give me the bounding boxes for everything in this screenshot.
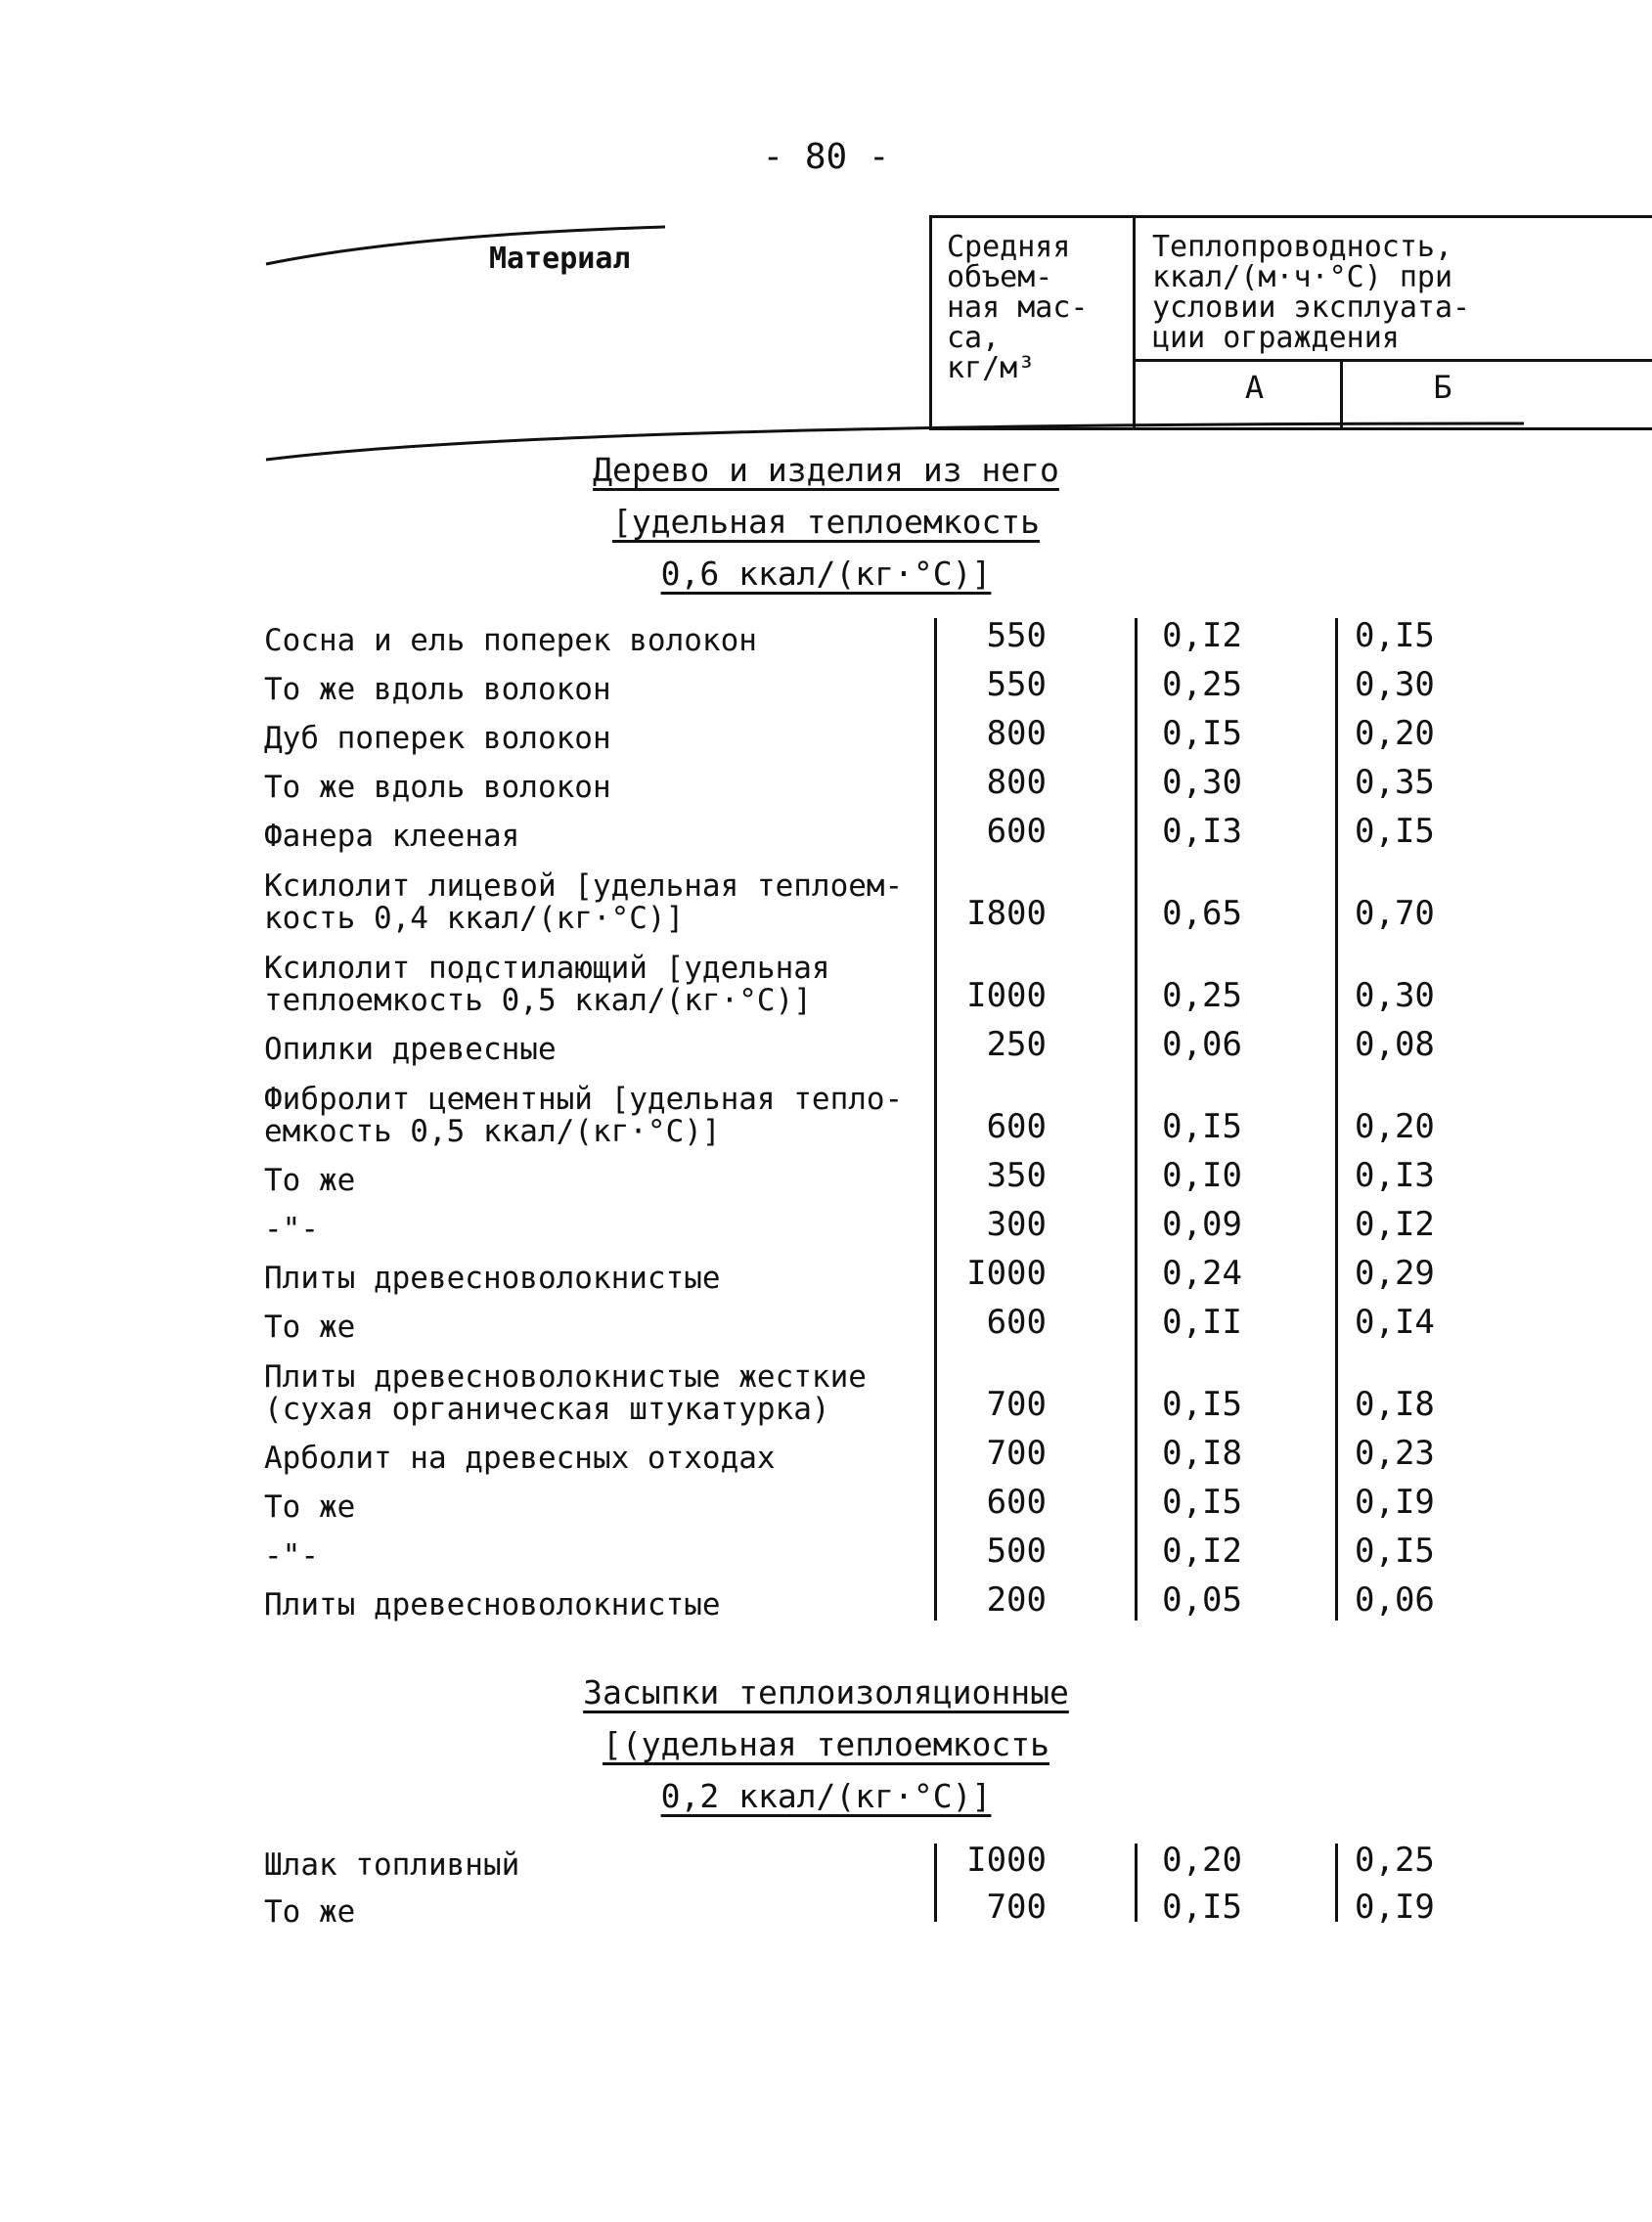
conductivity-b: 0,I5 (1355, 812, 1435, 851)
header-subcol-rule (1133, 359, 1652, 362)
table-row (264, 712, 1496, 756)
section-title-line: Засыпки теплоизоляционные (583, 1673, 1069, 1711)
material-name: Фанера клееная (264, 819, 520, 854)
material-name: Ксилолит лицевой [удельная теплоем- кость 0,4 ккал/(кг·°С)] (264, 868, 904, 936)
material-name: Плиты древесноволокнистые (264, 1261, 721, 1296)
density-value: 700 (986, 1385, 1047, 1424)
section-title-line: [удельная теплоемкость (611, 503, 1041, 541)
table-row (264, 810, 1496, 854)
table-row (264, 1578, 1496, 1622)
conductivity-b: 0,25 (1355, 1841, 1435, 1880)
conductivity-a: 0,09 (1162, 1205, 1242, 1244)
conductivity-a: 0,I5 (1162, 1107, 1242, 1146)
density-value: I000 (966, 1841, 1047, 1880)
material-name: То же (264, 1310, 356, 1345)
density-value: 350 (986, 1156, 1047, 1195)
table-row (264, 761, 1496, 805)
density-value: I000 (966, 976, 1047, 1015)
section-title-line: 0,6 ккал/(кг·°С)] (660, 555, 992, 593)
conductivity-b: 0,I5 (1355, 1532, 1435, 1571)
header-divider-2 (1133, 215, 1136, 430)
material-name: -"- (264, 1212, 319, 1247)
conductivity-b: 0,I5 (1355, 616, 1435, 655)
table-row (264, 951, 1496, 1018)
density-value: 700 (986, 1434, 1047, 1473)
material-name: Дуб поперек волокон (264, 721, 611, 756)
table-row (264, 1481, 1496, 1525)
density-value: I000 (966, 1254, 1047, 1293)
conductivity-a: 0,I0 (1162, 1156, 1242, 1195)
table-row (264, 663, 1496, 707)
conductivity-a: 0,I3 (1162, 812, 1242, 851)
conductivity-b: 0,70 (1355, 894, 1435, 933)
density-value: 300 (986, 1205, 1047, 1244)
conductivity-a: 0,30 (1162, 763, 1242, 802)
header-divider-1 (929, 215, 932, 430)
header-conductivity: Теплопроводность, ккал/(м·ч·°С) при условии эксплуата- ции ограждения (1152, 230, 1471, 355)
table-row (264, 1252, 1496, 1296)
conductivity-b: 0,29 (1355, 1254, 1435, 1293)
material-name: То же вдоль волокон (264, 770, 611, 805)
conductivity-b: 0,I8 (1355, 1385, 1435, 1424)
conductivity-b: 0,I4 (1355, 1303, 1435, 1342)
table-row (264, 1886, 1496, 1930)
conductivity-b: 0,I2 (1355, 1205, 1435, 1244)
table-row (264, 614, 1496, 658)
material-name: То же (264, 1489, 356, 1525)
conductivity-a: 0,I5 (1162, 714, 1242, 753)
density-value: 250 (986, 1025, 1047, 1064)
density-value: 800 (986, 763, 1047, 802)
conductivity-a: 0,I5 (1162, 1888, 1242, 1927)
table-row (264, 1154, 1496, 1198)
conductivity-b: 0,I3 (1355, 1156, 1435, 1195)
conductivity-a: 0,06 (1162, 1025, 1242, 1064)
conductivity-a: 0,25 (1162, 665, 1242, 704)
conductivity-a: 0,05 (1162, 1580, 1242, 1620)
page-number: - 80 - (762, 137, 890, 177)
material-name: То же (264, 1163, 356, 1198)
conductivity-a: 0,I8 (1162, 1434, 1242, 1473)
material-name: -"- (264, 1538, 319, 1574)
conductivity-b: 0,08 (1355, 1025, 1435, 1064)
conductivity-a: 0,I2 (1162, 1532, 1242, 1571)
conductivity-a: 0,I2 (1162, 616, 1242, 655)
material-name: То же (264, 1894, 356, 1930)
table-row (264, 1301, 1496, 1345)
header-material: Материал (489, 242, 631, 276)
table-row (264, 868, 1496, 936)
header-col-b: Б (1433, 369, 1452, 406)
density-value: 600 (986, 1483, 1047, 1522)
density-value: 550 (986, 665, 1047, 704)
density-value: 600 (986, 1303, 1047, 1342)
conductivity-b: 0,30 (1355, 665, 1435, 704)
conductivity-b: 0,I9 (1355, 1483, 1435, 1522)
conductivity-a: 0,II (1162, 1303, 1242, 1342)
table-row (264, 1530, 1496, 1574)
conductivity-b: 0,20 (1355, 714, 1435, 753)
table-row (264, 1839, 1496, 1883)
conductivity-a: 0,65 (1162, 894, 1242, 933)
table-row (264, 1023, 1496, 1067)
material-name: Сосна и ель поперек волокон (264, 623, 757, 658)
table-row (264, 1203, 1496, 1247)
density-value: 500 (986, 1532, 1047, 1571)
material-name: Арболит на древесных отходах (264, 1441, 776, 1476)
header-top-curve (264, 225, 675, 269)
section-title-line: [(удельная теплоемкость (603, 1725, 1049, 1763)
conductivity-a: 0,24 (1162, 1254, 1242, 1293)
conductivity-a: 0,I5 (1162, 1483, 1242, 1522)
conductivity-a: 0,20 (1162, 1841, 1242, 1880)
material-name: Ксилолит подстилающий [удельная теплоемкость 0,5 ккал/(кг·°С)] (264, 951, 830, 1018)
material-name: Плиты древесноволокнистые жесткие (сухая органическая штукатурка) (264, 1359, 867, 1427)
section-title-line: 0,2 ккал/(кг·°С)] (660, 1777, 992, 1815)
header-top-rule (929, 215, 1652, 218)
conductivity-b: 0,I9 (1355, 1888, 1435, 1927)
header-col-a: А (1244, 369, 1265, 406)
density-value: I800 (966, 894, 1047, 933)
material-name: Опилки древесные (264, 1032, 557, 1067)
table-row (264, 1082, 1496, 1149)
conductivity-b: 0,30 (1355, 976, 1435, 1015)
material-name: Фибролит цементный [удельная тепло- емкость 0,5 ккал/(кг·°С)] (264, 1082, 904, 1149)
density-value: 600 (986, 1107, 1047, 1146)
header-density: Средняя объем- ная мас- са, кг/м³ (947, 230, 1089, 385)
conductivity-a: 0,I5 (1162, 1385, 1242, 1424)
table-row (264, 1359, 1496, 1427)
density-value: 700 (986, 1888, 1047, 1927)
conductivity-b: 0,06 (1355, 1580, 1435, 1620)
density-value: 600 (986, 812, 1047, 851)
material-name: Плиты древесноволокнистые (264, 1587, 721, 1622)
density-value: 550 (986, 616, 1047, 655)
density-value: 800 (986, 714, 1047, 753)
density-value: 200 (986, 1580, 1047, 1620)
section-title-line: Дерево и изделия из него (593, 451, 1059, 489)
table-row (264, 1432, 1496, 1476)
conductivity-b: 0,35 (1355, 763, 1435, 802)
conductivity-b: 0,23 (1355, 1434, 1435, 1473)
conductivity-a: 0,25 (1162, 976, 1242, 1015)
material-name: То же вдоль волокон (264, 672, 611, 707)
material-name: Шлак топливный (264, 1847, 520, 1883)
conductivity-b: 0,20 (1355, 1107, 1435, 1146)
